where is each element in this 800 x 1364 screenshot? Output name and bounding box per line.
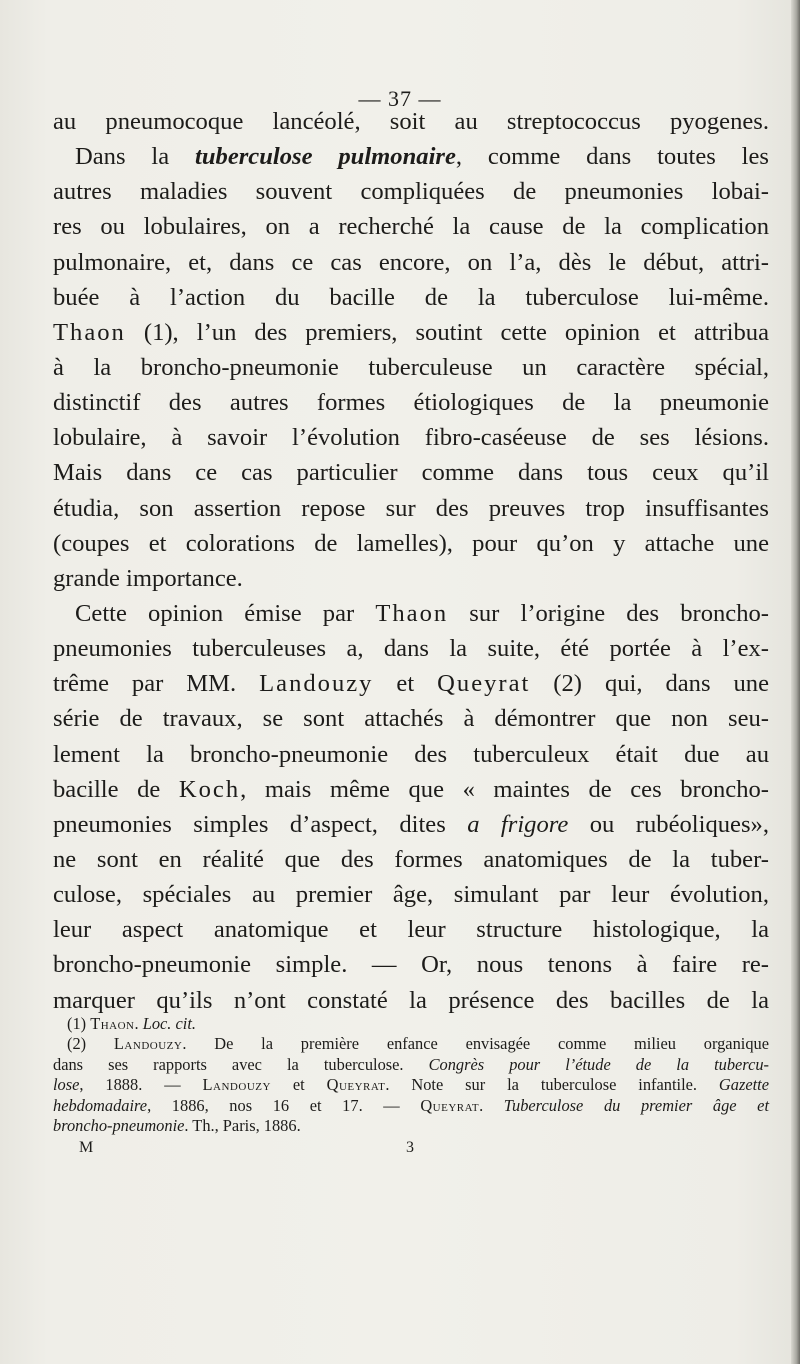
text-line: trême par MM. Landouzy et Queyrat (2) qui, dans une — [53, 670, 770, 698]
text-line: grande importance. — [53, 564, 243, 592]
text-line: au pneumocoque lancéolé, soit au streptococcus pyogenes. — [53, 108, 769, 135]
footnote-line: hebdomadaire, 1886, nos 16 et 17. — Queyrat. Tuberculose du premier âge et — [53, 1095, 769, 1115]
text-line: res ou lobulaires, on a recherché la cause de la complication — [53, 213, 769, 241]
text-line: lobulaire, à savoir l’évolution fibro-caséeuse de ses lésions. — [53, 424, 769, 452]
text-line: Dans la tuberculose pulmonaire, comme dans toutes les — [75, 143, 770, 171]
text-line: bacille de Koch, mais même que « maintes de ces broncho- — [53, 775, 769, 803]
text-line: autres maladies souvent compliquées de pneumonies lobai- — [53, 178, 769, 206]
text-line: broncho-pneumonie simple. — Or, nous tenons à faire re- — [53, 951, 769, 979]
text-line: culose, spéciales au premier âge, simulant par leur évolution, — [53, 881, 769, 909]
footnote-line: (2) Landouzy. De la première enfance envisagée comme milieu organique — [67, 1034, 769, 1054]
text-line: pulmonaire, et, dans ce cas encore, on l’a, dès le début, attri- — [53, 248, 769, 276]
page-edge-shadow — [791, 0, 800, 1364]
text-line: à la broncho-pneumonie tuberculeuse un caractère spécial, — [53, 353, 769, 381]
footnote-line: dans ses rapports avec la tuberculose. Congrès pour l’étude de la tubercu- — [53, 1054, 769, 1074]
text-line: distinctif des autres formes étiologiques de la pneumonie — [53, 389, 769, 417]
text-line: Mais dans ce cas particulier comme dans tous ceux qu’il — [53, 459, 769, 487]
text-line: lement la broncho-pneumonie des tuberculeux était due au — [53, 740, 769, 768]
signature-number: 3 — [406, 1139, 414, 1156]
text-line: marquer qu’ils n’ont constaté la présence des bacilles de la — [53, 986, 769, 1014]
text-line: série de travaux, se sont attachés à démontrer que non seu- — [53, 705, 769, 733]
text-line: pneumonies tuberculeuses a, dans la suite, été portée à l’ex- — [53, 635, 769, 663]
text-line: buée à l’action du bacille de la tuberculose lui-même. — [53, 283, 769, 311]
text-line: leur aspect anatomique et leur structure histologique, la — [53, 916, 769, 944]
text-line: Cette opinion émise par Thaon sur l’origine des broncho- — [75, 599, 769, 627]
text-line: ne sont en réalité que des formes anatomiques de la tuber- — [53, 845, 769, 873]
footnote-line: (1) Thaon. Loc. cit. — [67, 1014, 196, 1033]
footnote-line: broncho-pneumonie. Th., Paris, 1886. — [53, 1115, 301, 1135]
body-text — [53, 104, 769, 1018]
text-line: (coupes et colorations de lamelles), pour qu’on y attache une — [53, 529, 769, 557]
page-number: — 37 — — [358, 86, 442, 111]
text-line: pneumonies simples d’aspect, dites a frigore ou rubéoliques», — [53, 810, 769, 838]
footnotes — [53, 1014, 769, 1136]
text-line: étudia, son assertion repose sur des preuves trop insuffisantes — [53, 494, 769, 522]
signature-mark: M — [79, 1139, 94, 1156]
text-line: Thaon (1), l’un des premiers, soutint cette opinion et attribua — [53, 318, 769, 346]
footnote-line: lose, 1888. — Landouzy et Queyrat. Note sur la tuberculose infantile. Gazette — [53, 1075, 769, 1095]
